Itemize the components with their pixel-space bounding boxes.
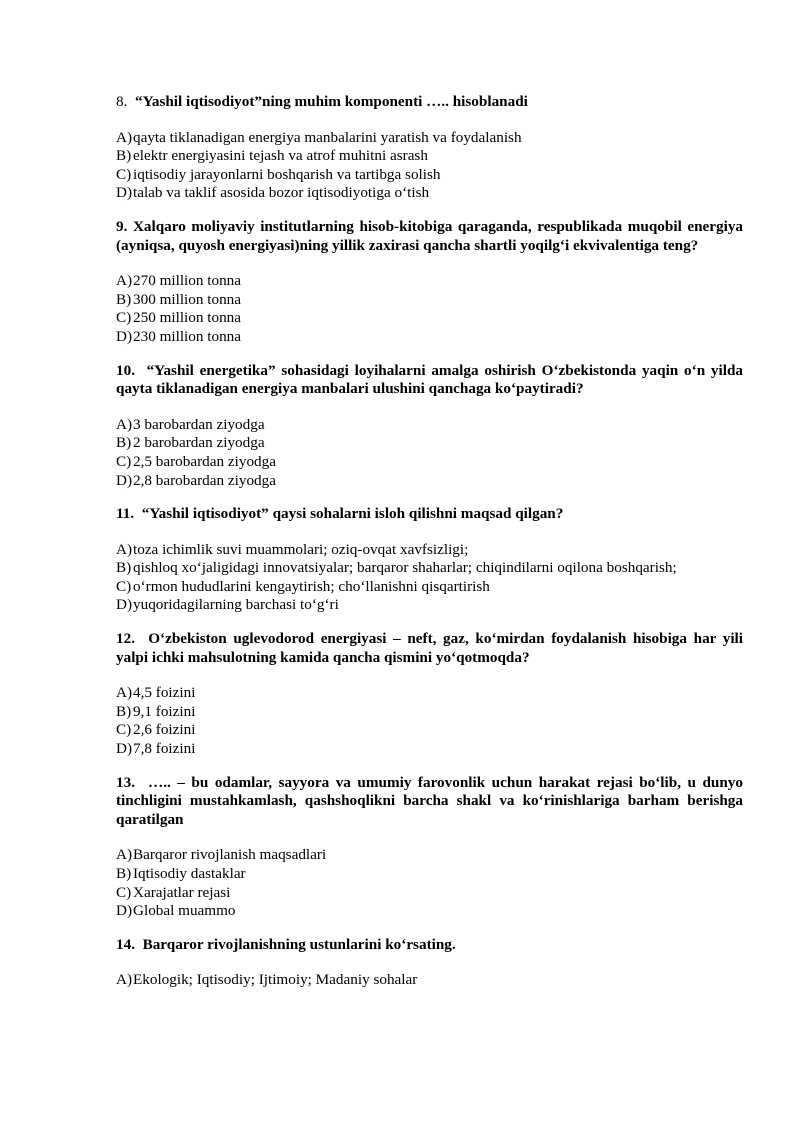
question-10 (116, 362, 743, 491)
options-list (116, 416, 743, 490)
option-text: 270 million tonna (133, 272, 241, 290)
option-text: Ekologik; Iqtisodiy; Ijtimoiy; Madaniy sohalar (133, 971, 418, 989)
option-d (116, 328, 743, 347)
option-b (116, 703, 743, 722)
option-text: 2 barobardan ziyodga (133, 434, 265, 452)
option-text: Barqaror rivojlanish maqsadlari (133, 846, 327, 864)
option-letter: B) (116, 290, 132, 308)
option-text: iqtisodiy jarayonlarni boshqarish va tartibga solish (133, 165, 441, 183)
option-c (116, 309, 743, 328)
option-b (116, 147, 743, 166)
question-text (116, 362, 743, 399)
option-text: Iqtisodiy dastaklar (133, 865, 246, 882)
option-letter: B) (116, 434, 132, 452)
option-letter: C) (116, 309, 132, 327)
option-text: 3 barobardan ziyodga (133, 415, 265, 433)
option-a (116, 541, 743, 560)
option-letter: C) (116, 452, 132, 470)
option-text: toza ichimlik suvi muammolari; oziq-ovqat xavfsizligi; (133, 540, 469, 558)
question-body: Xalqaro moliyaviy institutlarning hisob-kitobiga qaraganda, respublikada muqobil energiya (ayniqsa, quyosh energiyasi)ning yillik zaxirasi qancha shartli yoqilg‘i ekvivalentiga teng? (116, 217, 744, 254)
option-letter: B) (116, 865, 132, 882)
option-letter: B) (116, 559, 132, 577)
option-letter: A) (116, 971, 133, 989)
question-number: 14. (116, 935, 135, 953)
options-list (116, 129, 743, 203)
question-13 (116, 774, 743, 921)
option-a (116, 971, 743, 990)
option-text: elektr energiyasini tejash va atrof muhitni asrash (133, 147, 428, 165)
option-text: 9,1 foizini (133, 702, 196, 720)
question-11 (116, 505, 743, 615)
option-letter: A) (116, 540, 133, 558)
option-letter: D) (116, 740, 133, 758)
question-body: “Yashil energetika” sohasidagi loyihalarni amalga oshirish O‘zbekistonda yaqin o‘n yilda qayta tiklanadigan energiya manbalari ulushini qanchaga ko‘paytiradi? (116, 361, 744, 398)
option-text: 7,8 foizini (133, 740, 196, 758)
question-number: 13. (116, 773, 135, 791)
option-text: 2,5 barobardan ziyodga (133, 452, 276, 470)
option-text: o‘rmon hududlarini kengaytirish; cho‘llanishni qisqartirish (133, 577, 490, 595)
option-letter: D) (116, 596, 133, 614)
option-text: qishloq xo‘jaligidagi innovatsiyalar; barqaror shaharlar; chiqindilarni oqilona boshqarish; (133, 559, 677, 577)
option-d (116, 902, 743, 921)
option-a (116, 846, 743, 865)
question-12 (116, 630, 743, 759)
option-c (116, 721, 743, 740)
option-letter: A) (116, 415, 133, 433)
question-body: “Yashil iqtisodiyot” qaysi sohalarni isloh qilishni maqsad qilgan? (141, 505, 564, 523)
option-letter: B) (116, 147, 132, 165)
question-9 (116, 218, 743, 347)
option-letter: A) (116, 272, 133, 290)
option-letter: A) (116, 684, 133, 702)
option-text: 230 million tonna (133, 327, 241, 345)
option-letter: D) (116, 902, 133, 920)
options-list (116, 541, 743, 615)
option-letter: D) (116, 184, 133, 202)
option-c (116, 578, 743, 597)
question-number: 11. (116, 505, 135, 523)
question-text (116, 774, 743, 830)
option-text: Global muammo (133, 902, 236, 920)
question-body: O‘zbekiston uglevodorod energiyasi – neft, gaz, ko‘mirdan foydalanish hisobiga har yili yalpi ichki mahsulotning kamida qancha qismini yo‘qotmoqda? (116, 630, 744, 666)
question-number: 12. (116, 630, 135, 648)
option-letter: C) (116, 577, 132, 595)
option-letter: A) (116, 128, 133, 146)
question-text (116, 218, 743, 255)
options-list (116, 846, 743, 920)
option-c (116, 884, 743, 903)
options-list (116, 971, 743, 990)
option-text: yuqoridagilarning barchasi to‘g‘ri (133, 596, 339, 614)
option-b (116, 865, 743, 884)
option-letter: C) (116, 883, 132, 901)
option-b (116, 559, 743, 578)
question-text (116, 505, 743, 524)
option-letter: C) (116, 721, 132, 739)
question-text (116, 93, 743, 112)
question-14 (116, 936, 743, 990)
question-number: 10. (116, 361, 135, 379)
question-number: 9. (116, 217, 128, 235)
option-letter: D) (116, 471, 133, 489)
options-list (116, 684, 743, 758)
question-text (116, 630, 743, 667)
question-body: “Yashil iqtisodiyot”ning muhim komponenti ….. hisoblanadi (134, 93, 528, 110)
option-text: 4,5 foizini (133, 684, 196, 702)
option-d (116, 472, 743, 491)
option-a (116, 416, 743, 435)
option-text: talab va taklif asosida bozor iqtisodiyotiga o‘tish (133, 184, 430, 202)
option-a (116, 129, 743, 148)
option-letter: D) (116, 327, 133, 345)
option-c (116, 453, 743, 472)
option-b (116, 434, 743, 453)
option-letter: C) (116, 165, 132, 183)
option-a (116, 684, 743, 703)
option-text: 2,8 barobardan ziyodga (133, 471, 276, 489)
option-text: Xarajatlar rejasi (133, 883, 231, 901)
question-8 (116, 93, 743, 203)
question-text (116, 936, 743, 955)
option-letter: A) (116, 846, 133, 864)
option-text: qayta tiklanadigan energiya manbalarini yaratish va foydalanish (133, 128, 522, 146)
option-b (116, 291, 743, 310)
options-list (116, 272, 743, 346)
option-text: 250 million tonna (133, 309, 241, 327)
option-d (116, 596, 743, 615)
option-d (116, 184, 743, 203)
option-text: 2,6 foizini (133, 721, 196, 739)
option-c (116, 166, 743, 185)
question-body: Barqaror rivojlanishning ustunlarini ko‘rsating. (142, 935, 456, 953)
option-a (116, 272, 743, 291)
question-number: 8. (116, 93, 128, 110)
option-letter: B) (116, 702, 132, 720)
question-body: ….. – bu odamlar, sayyora va umumiy farovonlik uchun harakat rejasi bo‘lib, u dunyo tinchligini mustahkamlash, qashshoqlikni barcha shakl va ko‘rinishlariga barham berishga qaratilgan (116, 773, 743, 828)
option-text: 300 million tonna (133, 290, 241, 308)
option-d (116, 740, 743, 759)
